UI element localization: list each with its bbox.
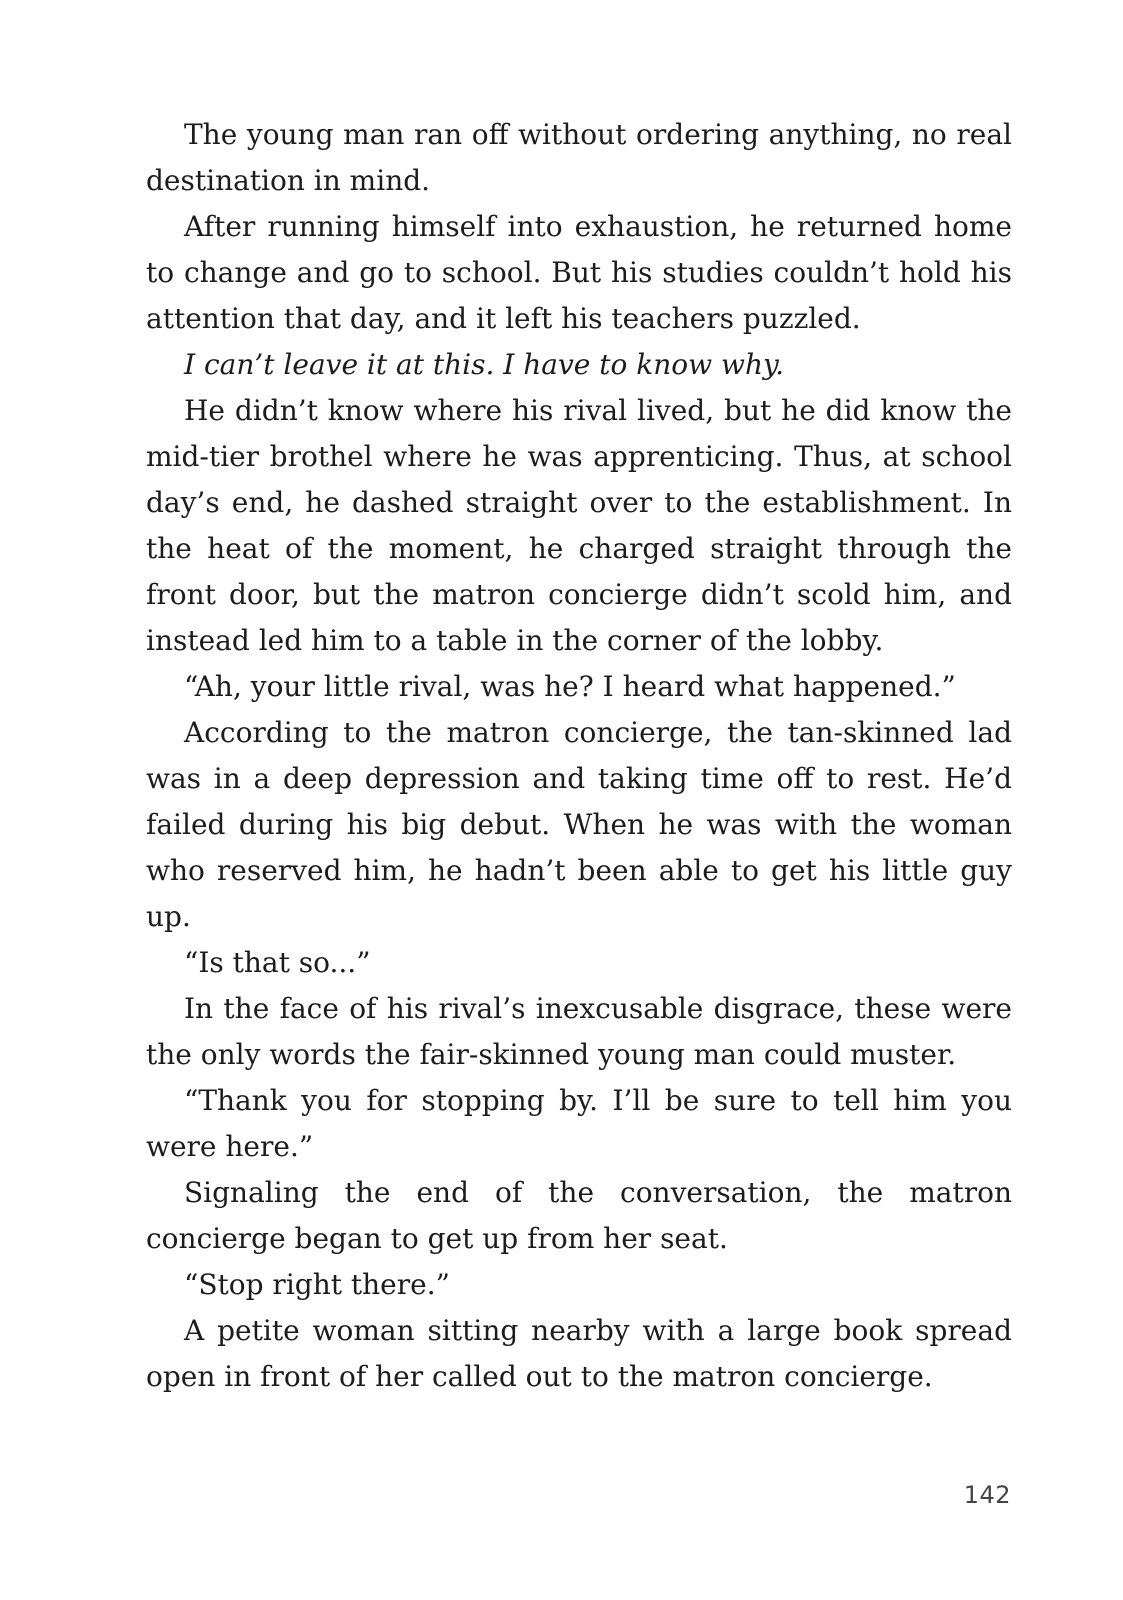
- body-text: [146, 112, 1012, 1400]
- page-number: 142: [963, 1481, 1011, 1509]
- paragraph-italic-thought: I can’t leave it at this. I have to know why.: [184, 348, 785, 381]
- paragraph-dialogue: “Is that so...”: [184, 946, 371, 979]
- paragraph-dialogue: “Stop right there.”: [184, 1268, 450, 1301]
- paragraph: In the face of his rival’s inexcusable disgrace, these were the only words the fair-skinned young man could muster.: [146, 992, 1012, 1071]
- paragraph: According to the matron concierge, the tan-skinned lad was in a deep depression and taking time off to rest. He’d failed during his big debut. When he was with the woman who reserved him, he hadn’t been able to get his little guy up.: [146, 716, 1012, 933]
- paragraph: The young man ran off without ordering anything, no real destination in mind.: [146, 118, 1012, 197]
- paragraph: Signaling the end of the conversation, the matron concierge began to get up from her seat.: [146, 1176, 1012, 1255]
- paragraph-dialogue: “Thank you for stopping by. I’ll be sure to tell him you were here.”: [146, 1084, 1012, 1163]
- paragraph: After running himself into exhaustion, he returned home to change and go to school. But his studies couldn’t hold his attention that day, and it left his teachers puzzled.: [146, 210, 1012, 335]
- paragraph: He didn’t know where his rival lived, but he did know the mid-tier brothel where he was apprenticing. Thus, at school day’s end, he dashed straight over to the establishment. In the heat of the moment, he charged straight through the front door, but the matron concierge didn’t scold him, and instead led him to a table in the corner of the lobby.: [146, 394, 1012, 657]
- paragraph-dialogue: “Ah, your little rival, was he? I heard what happened.”: [184, 670, 956, 703]
- paragraph: A petite woman sitting nearby with a large book spread open in front of her called out to the matron concierge.: [146, 1314, 1012, 1393]
